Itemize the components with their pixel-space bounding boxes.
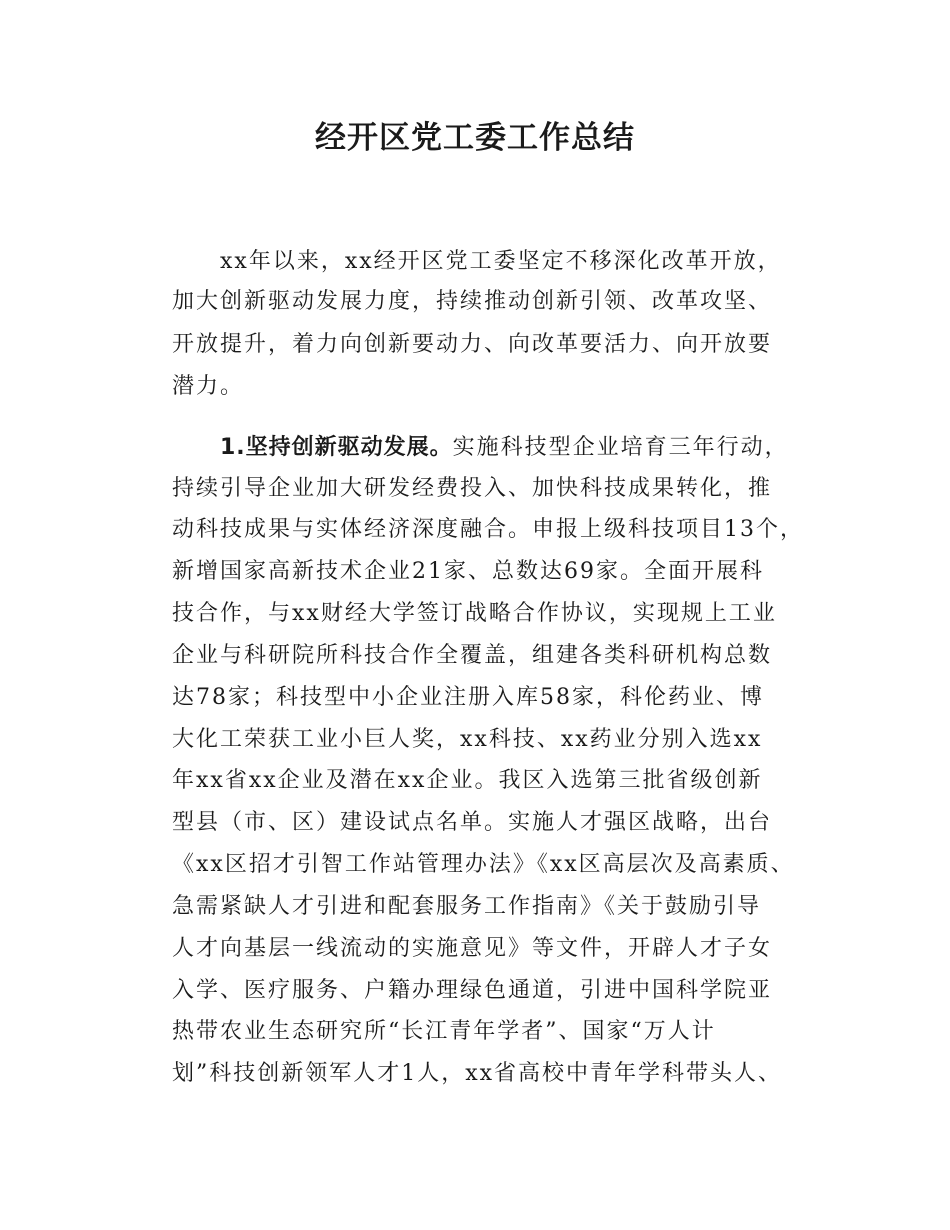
- body-line: 《xx区招才引智工作站管理办法》《xx区高层次及高素质、: [172, 852, 795, 877]
- section-1-heading: 1.坚持创新驱动发展。: [220, 435, 453, 460]
- body-line: 达78家；科技型中小企业注册入库58家，科伦药业、博: [172, 685, 764, 710]
- body-line: 热带农业生态研究所“长江青年学者”、国家“万人计: [172, 1019, 716, 1044]
- body-line: 划”科技创新领军人才1人，xx省高校中青年学科带头人、: [172, 1061, 783, 1086]
- body-line: 入学、医疗服务、户籍办理绿色通道，引进中国科学院亚: [172, 978, 773, 1003]
- body-line: 人才向基层一线流动的实施意见》等文件，开辟人才子女: [172, 936, 773, 961]
- body-line: 技合作，与xx财经大学签订战略合作协议，实现规上工业: [172, 601, 777, 626]
- body-line: 新增国家高新技术企业21家、总数达69家。全面开展科: [172, 559, 764, 584]
- intro-line: 潜力。: [172, 374, 245, 399]
- body-line: 型县（市、区）建设试点名单。实施人才强区战略，出台: [172, 810, 773, 835]
- intro-line: 加大创新驱动发展力度，持续推动创新引领、改革攻坚、: [172, 289, 773, 314]
- body-line: 年xx省xx企业及潜在xx企业。我区入选第三批省级创新: [172, 768, 763, 793]
- body-line: 大化工荣获工业小巨人奖，xx科技、xx药业分别入选xx: [172, 727, 763, 752]
- section-1-first-line-text: 实施科技型企业培育三年行动，: [452, 435, 789, 460]
- body-line: 持续引导企业加大研发经费投入、加快科技成果转化，推: [172, 476, 773, 501]
- body-line: 动科技成果与实体经济深度融合。申报上级科技项目13个，: [172, 517, 804, 542]
- intro-line: xx年以来，xx经开区党工委坚定不移深化改革开放，: [220, 249, 782, 274]
- body-line: 急需紧缺人才引进和配套服务工作指南》《关于鼓励引导: [172, 894, 762, 919]
- intro-line: 开放提升，着力向创新要动力、向改革要活力、向开放要: [172, 332, 773, 357]
- body-line: 企业与科研院所科技合作全覆盖，组建各类科研机构总数: [172, 643, 773, 668]
- section-1-first-line: [220, 428, 789, 468]
- document-title: 经开区党工委工作总结: [315, 120, 635, 156]
